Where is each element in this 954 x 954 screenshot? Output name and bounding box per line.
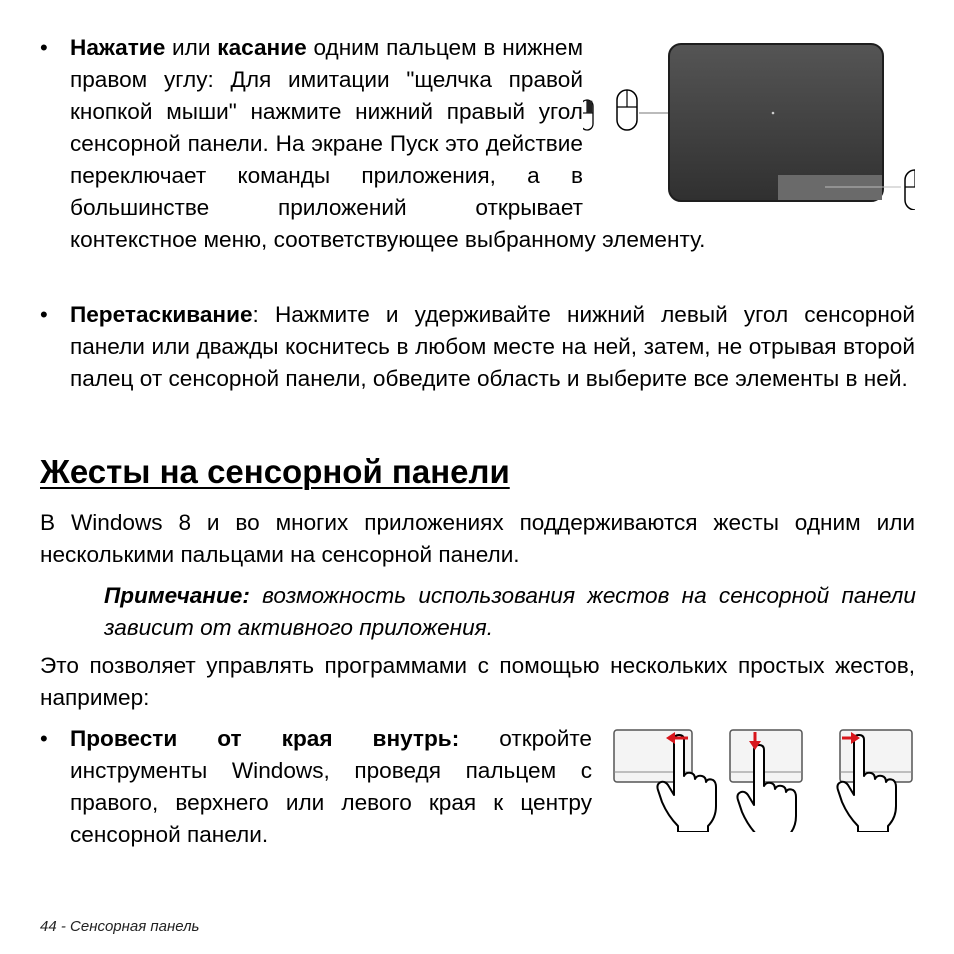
swipe-paragraph [70, 723, 592, 851]
swipe-top-edge-figure [730, 730, 802, 832]
note-label: Примечание: [104, 583, 250, 608]
bullet-marker: • [40, 726, 48, 751]
bullet-marker: • [40, 35, 48, 60]
swipe-term: Провести от края внутрь: [70, 726, 460, 751]
tap-or: или [165, 35, 218, 60]
intro-paragraph: В Windows 8 и во многих приложениях поддерживаются жесты одним или несколькими пальцами на сенсорной панели. [40, 510, 915, 567]
section-heading: Жесты на сенсорной панели [40, 453, 510, 490]
note-text: возможность использования жестов на сенсорной панели зависит от активного приложения. [104, 583, 916, 640]
tap-text: одним пальцем в нижнем правом углу: Для имитации "щелчка правой кнопкой мыши" нажмите нижний правый угол сенсорной панели. На экране Пуск это действие переключает команды приложения, а в большинстве приложений открывает контекстное меню, соответствующее выбранному элементу. [70, 35, 706, 252]
swipe-right-edge-figure [614, 730, 716, 832]
note-paragraph [104, 580, 916, 644]
mouse-icon [583, 100, 593, 130]
drag-paragraph [70, 299, 915, 395]
tap-term: Нажатие [70, 35, 166, 60]
page-footer: 44 - Сенсорная панель [40, 918, 200, 935]
bullet-marker: • [40, 302, 48, 327]
touchpad-illustration [583, 32, 915, 210]
drag-text: : Нажмите и удерживайте нижний левый угол сенсорной панели или дважды коснитесь в любом месте на ней, затем, не отрывая второй палец от сенсорной панели, обведите область и выберите все элементы в ней. [70, 302, 915, 391]
tap-paragraph [70, 32, 915, 256]
mouse-icon [905, 170, 915, 210]
swipe-text: откройте инструменты Windows, проведя пальцем с правого, верхнего или левого края к центру сенсорной панели. [70, 726, 592, 847]
allows-paragraph: Это позволяет управлять программами с помощью нескольких простых жестов, например: [40, 653, 915, 710]
gesture-figures [612, 726, 914, 832]
touch-term: касание [217, 35, 307, 60]
gesture-illustration [612, 726, 914, 832]
mouse-icon [617, 90, 637, 130]
drag-term: Перетаскивание [70, 302, 253, 327]
swipe-left-edge-figure [837, 730, 912, 832]
touchpad-figure [583, 32, 915, 210]
